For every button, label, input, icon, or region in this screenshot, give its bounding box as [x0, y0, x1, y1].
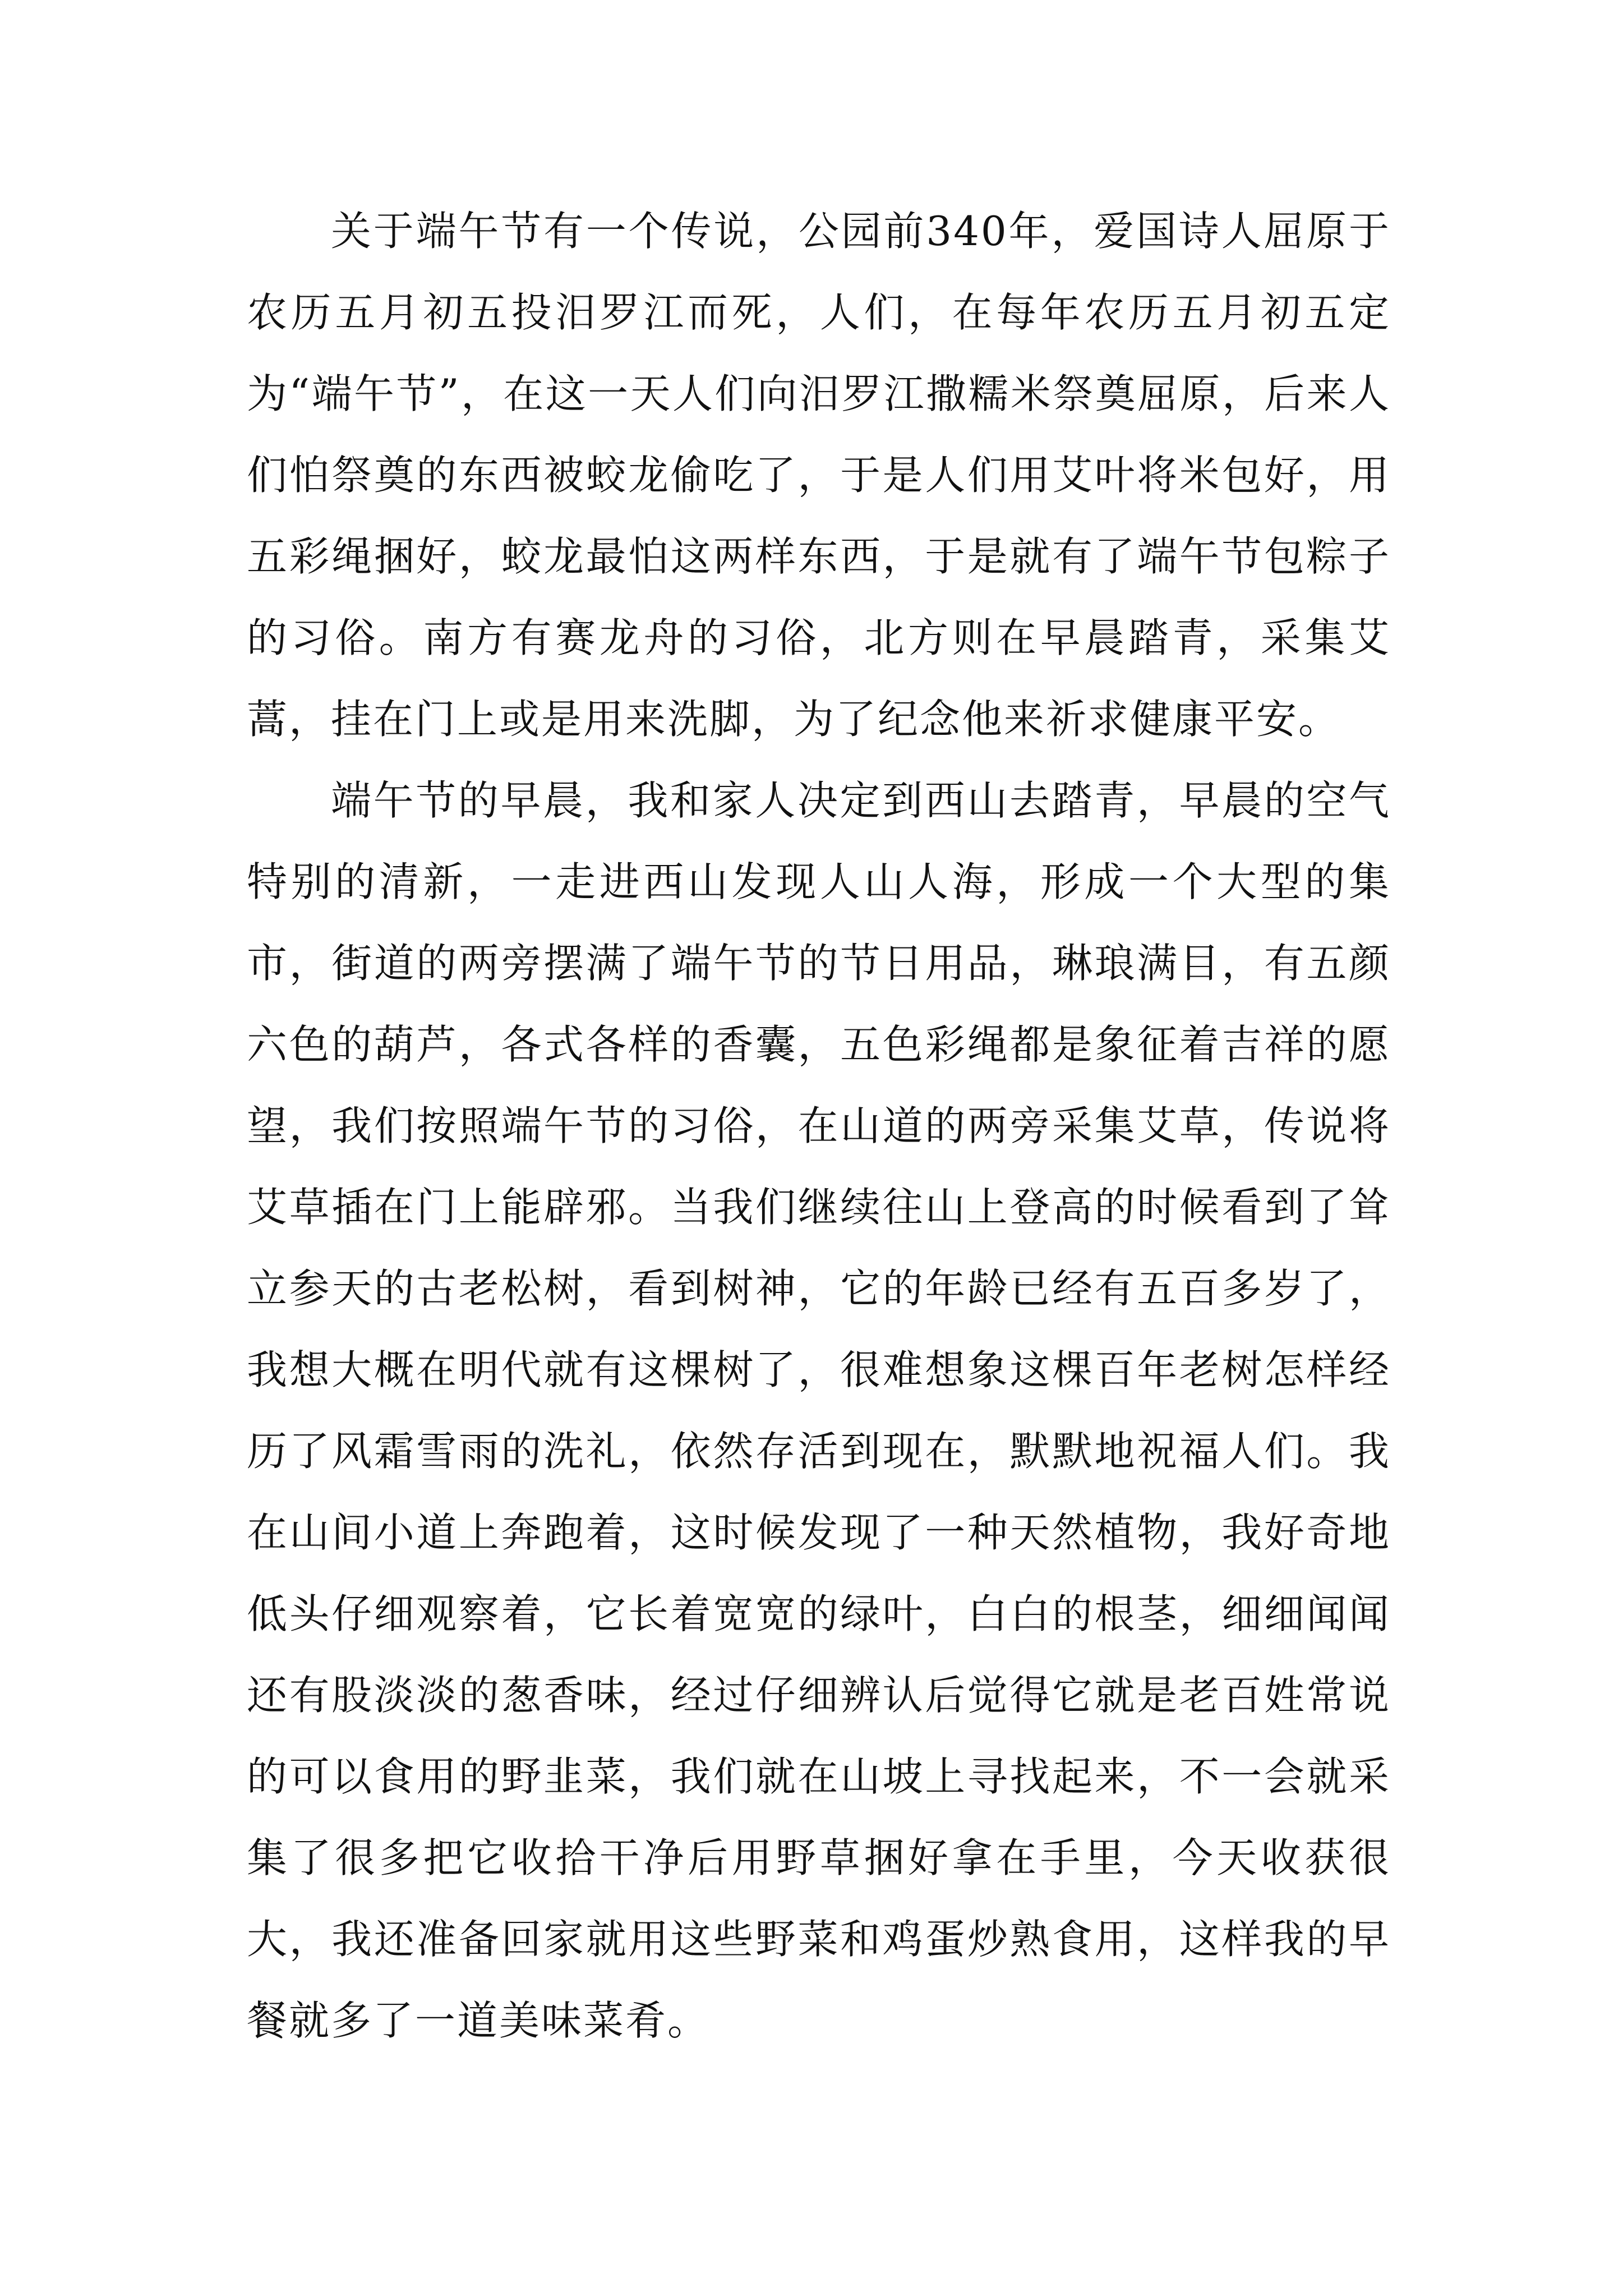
document-body: [247, 191, 1391, 2062]
paragraph-xishan-outing: 端午节的早晨，我和家人决定到西山去踏青，早晨的空气特别的清新，一走进西山发现人山人海，形成一个大型的集市，街道的两旁摆满了端午节的节日用品，琳琅满目，有五颜六色的葫芦，各式各样的香囊，五色彩绳都是象征着吉祥的愿望，我们按照端午节的习俗，在山道的两旁采集艾草，传说将艾草插在门上能辟邪。当我们继续往山上登高的时候看到了耸立参天的古老松树，看到树神，它的年龄已经有五百多岁了，我想大概在明代就有这棵树了，很难想象这棵百年老树怎样经历了风霜雪雨的洗礼，依然存活到现在，默默地祝福人们。我在山间小道上奔跑着，这时候发现了一种天然植物，我好奇地低头仔细观察着，它长着宽宽的绿叶，白白的根茎，细细闻闻还有股淡淡的葱香味，经过仔细辨认后觉得它就是老百姓常说的可以食用的野韭菜，我们就在山坡上寻找起来，不一会就采集了很多把它收拾干净后用野草捆好拿在手里，今天收获很大，我还准备回家就用这些野菜和鸡蛋炒熟食用，这样我的早餐就多了一道美味菜肴。: [247, 777, 1391, 2044]
paragraph-dragon-boat-legend: 关于端午节有一个传说，公园前340年，爱国诗人屈原于农历五月初五投汨罗江而死，人们，在每年农历五月初五定为“端午节”，在这一天人们向汨罗江撒糯米祭奠屈原，后来人们怕祭奠的东西被蛟龙偷吃了，于是人们用艾叶将米包好，用五彩绳捆好，蛟龙最怕这两样东西，于是就有了端午节包粽子的习俗。南方有赛龙舟的习俗，北方则在早晨踏青，采集艾蒿，挂在门上或是用来洗脚，为了纪念他来祈求健康平安。: [247, 208, 1391, 743]
